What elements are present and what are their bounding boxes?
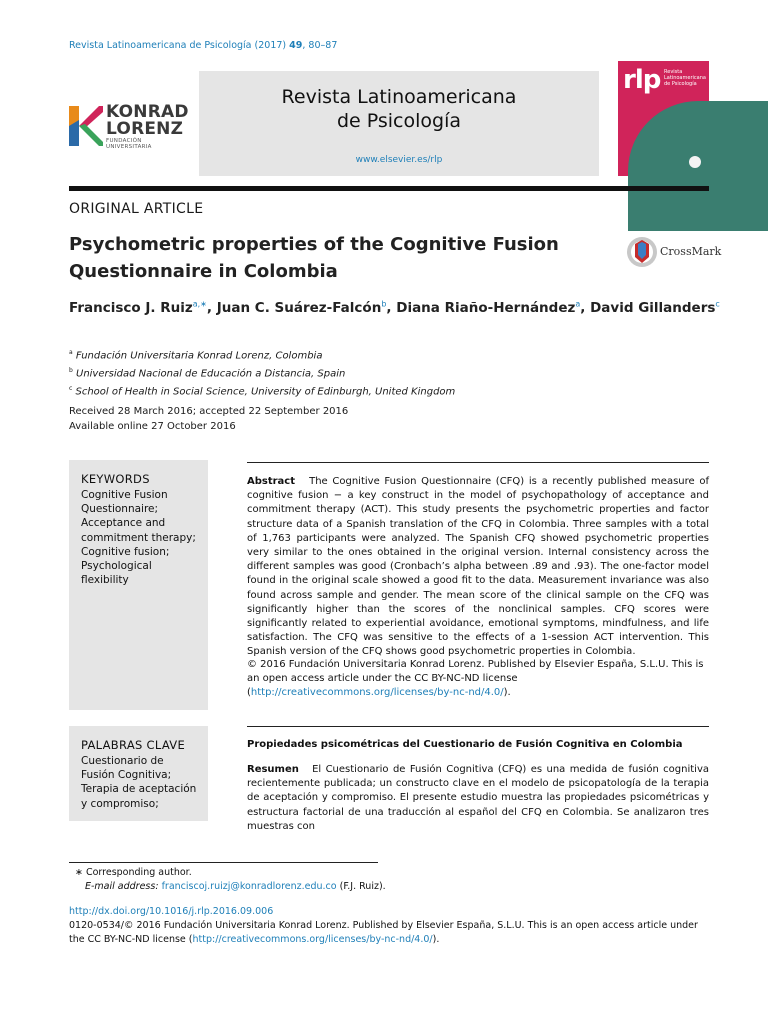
email-line: E-mail address: franciscoj.ruizj@konradlorenz.edu.co (F.J. Ruiz). xyxy=(85,881,386,892)
konrad-k-mark-icon xyxy=(69,106,103,146)
crossmark-icon xyxy=(626,235,658,269)
palabra-item: Cuestionario de xyxy=(81,755,164,767)
email-label: E-mail address: xyxy=(85,881,159,892)
palabra-item: Terapia de aceptación xyxy=(81,783,197,796)
affiliation-a: $^a$ Fundación Universitaria Konrad Lorenz, Colombia xyxy=(69,349,323,362)
resumen-text: El Cuestionario de Fusión Cognitiva (CFQ) es una medida de fusión cognitiva recientemente publicada; un constructo clave en el modelo de psicopatología de la terapia de aceptación y compromiso. El presente estudio muestra las propiedades psicométricas y estructura factorial de una traducción al español del CFQ en Colombia. Se analizaron tres muestras con xyxy=(247,764,710,832)
keyword-item: Acceptance and xyxy=(81,517,166,530)
konrad-subtitle: FUNDACIÓN UNIVERSITARIA xyxy=(106,138,152,150)
cover-subtitle: Revista Latinoamericana de Psicología xyxy=(664,69,706,87)
cover-rlp-logo: rlp xyxy=(623,65,661,95)
keyword-item: flexibility xyxy=(81,574,129,587)
spanish-title: Propiedades psicométricas del Cuestionario de Fusión Cognitiva en Colombia xyxy=(247,739,683,750)
license-link[interactable]: http://creativecommons.org/licenses/by-nc-nd/4.0/ xyxy=(250,687,504,699)
crossmark-label: CrossMark xyxy=(660,245,722,258)
citation-volume: 49 xyxy=(289,40,303,51)
abstract-top-rule xyxy=(247,462,709,463)
keyword-item: Cognitive Fusion xyxy=(81,489,168,501)
author-1[interactable]: Francisco J. Ruiz$^{a,∗}$ xyxy=(69,299,207,316)
palabras-clave-title: PALABRAS CLAVE xyxy=(81,738,186,752)
header-rule xyxy=(69,186,709,191)
palabras-clave-box xyxy=(69,726,208,821)
konrad-wordmark: KONRAD LORENZ xyxy=(106,102,189,139)
keywords-list xyxy=(81,488,206,587)
affiliation-c: $^c$ School of Health in Social Science, University of Edinburgh, United Kingdom xyxy=(69,384,456,397)
citation-pages: , 80–87 xyxy=(302,40,338,51)
available-date: Available online 27 October 2016 xyxy=(69,420,236,432)
keyword-item: commitment therapy; xyxy=(81,531,196,544)
keyword-item: Psychological xyxy=(81,560,152,573)
keyword-item: Cognitive fusion; xyxy=(81,545,170,558)
journal-title: Revista Latinoamericana de Psicología xyxy=(281,86,517,132)
abstract-text: The Cognitive Fusion Questionnaire (CFQ) is a recently published measure of cognitive fusion − a key construct in the model of psychopathology of acceptance and commitment therapy (ACT). This study presents the psychometric properties and factor structure data of a Spanish translation of the CFQ in Colombia. Three samples with a total of 1,763 participants were analyzed. The Spanish CFQ showed psychometric properties very similar to the ones obtained in the original version. Internal consistency across the different samples was good (Cronbach’s alpha between .89 and .93). The one-factor model found in the original scale showed a good fit to the data. Measurement invariance was also found across sample and gender. The mean score of the clinical sample on the CFQ was significantly higher than the scores of the nonclinical samples. CFQ scores were significantly related to experiential avoidance, emotional symptoms, mindfulness, and life satisfaction. The CFQ was sensitive to the effects of a 1-session ACT intervention. This Spanish version of the CFQ shows good psychometric properties in Colombia. xyxy=(247,476,709,658)
palabra-item: Fusión Cognitiva; xyxy=(81,769,172,782)
issn-copyright: 0120-0534/© 2016 Fundación Universitaria Konrad Lorenz. Published by Elsevier España, S.L.U. This is an open access article under the CC BY-NC-ND license (http://creativecommons.org/licenses/by-nc-nd/4.0/). xyxy=(69,920,698,945)
keywords-title: KEYWORDS xyxy=(81,472,150,486)
affiliations xyxy=(69,346,455,399)
doi-link[interactable]: http://dx.doi.org/10.1016/j.rlp.2016.09.006 xyxy=(69,906,274,917)
journal-citation xyxy=(69,40,337,51)
keywords-box xyxy=(69,460,208,710)
corresponding-author: ∗ Corresponding author. xyxy=(75,867,192,878)
affiliation-b: $^b$ Universidad Nacional de Educación a Distancia, Spain xyxy=(69,366,346,380)
resumen-top-rule xyxy=(247,726,709,727)
article-dates xyxy=(69,405,348,434)
received-date: Received 28 March 2016; accepted 22 September 2016 xyxy=(69,406,349,417)
palabras-clave-list xyxy=(81,754,206,811)
email-link[interactable]: franciscoj.ruizj@konradlorenz.edu.co xyxy=(161,881,337,892)
journal-masthead xyxy=(199,71,599,176)
issn-license-link[interactable]: http://creativecommons.org/licenses/by-nc-nd/4.0/ xyxy=(192,934,433,945)
journal-cover xyxy=(618,61,709,176)
cover-seal-icon xyxy=(689,156,701,168)
abstract xyxy=(247,475,709,660)
author-list: Francisco J. Ruiz$^{a,∗}$, Juan C. Suárez-Falcón$^b$, Diana Riaño-Hernández$^a$, David Gillanders$^c$ xyxy=(69,299,720,316)
journal-url-link[interactable]: www.elsevier.es/rlp xyxy=(355,155,443,165)
author-4[interactable]: David Gillanders$^c$ xyxy=(590,299,720,316)
author-2[interactable]: Juan C. Suárez-Falcón$^b$ xyxy=(216,299,387,316)
abstract-label: Abstract xyxy=(247,476,296,487)
palabra-item: y compromiso; xyxy=(81,797,159,810)
corresponding-footnote xyxy=(69,866,386,894)
crossmark-badge[interactable] xyxy=(626,235,722,269)
resumen xyxy=(247,763,710,832)
konrad-lorenz-logo xyxy=(69,104,187,148)
article-type: ORIGINAL ARTICLE xyxy=(69,201,204,217)
article-title: Psychometric properties of the Cognitive Fusion Questionnaire in Colombia xyxy=(69,234,559,282)
author-3[interactable]: Diana Riaño-Hernández$^a$ xyxy=(396,299,581,316)
resumen-label: Resumen xyxy=(247,764,299,775)
citation-journal: Revista Latinoamericana de Psicología (2017) xyxy=(69,40,287,51)
footnote-rule xyxy=(69,862,378,863)
abstract-copyright: © 2016 Fundación Universitaria Konrad Lorenz. Published by Elsevier España, S.L.U. This is an open access article under the CC BY-NC-ND license (http://creativecommons.org/licenses/by-nc-nd/4.0/). xyxy=(247,659,704,699)
keyword-item: Questionnaire; xyxy=(81,503,159,516)
